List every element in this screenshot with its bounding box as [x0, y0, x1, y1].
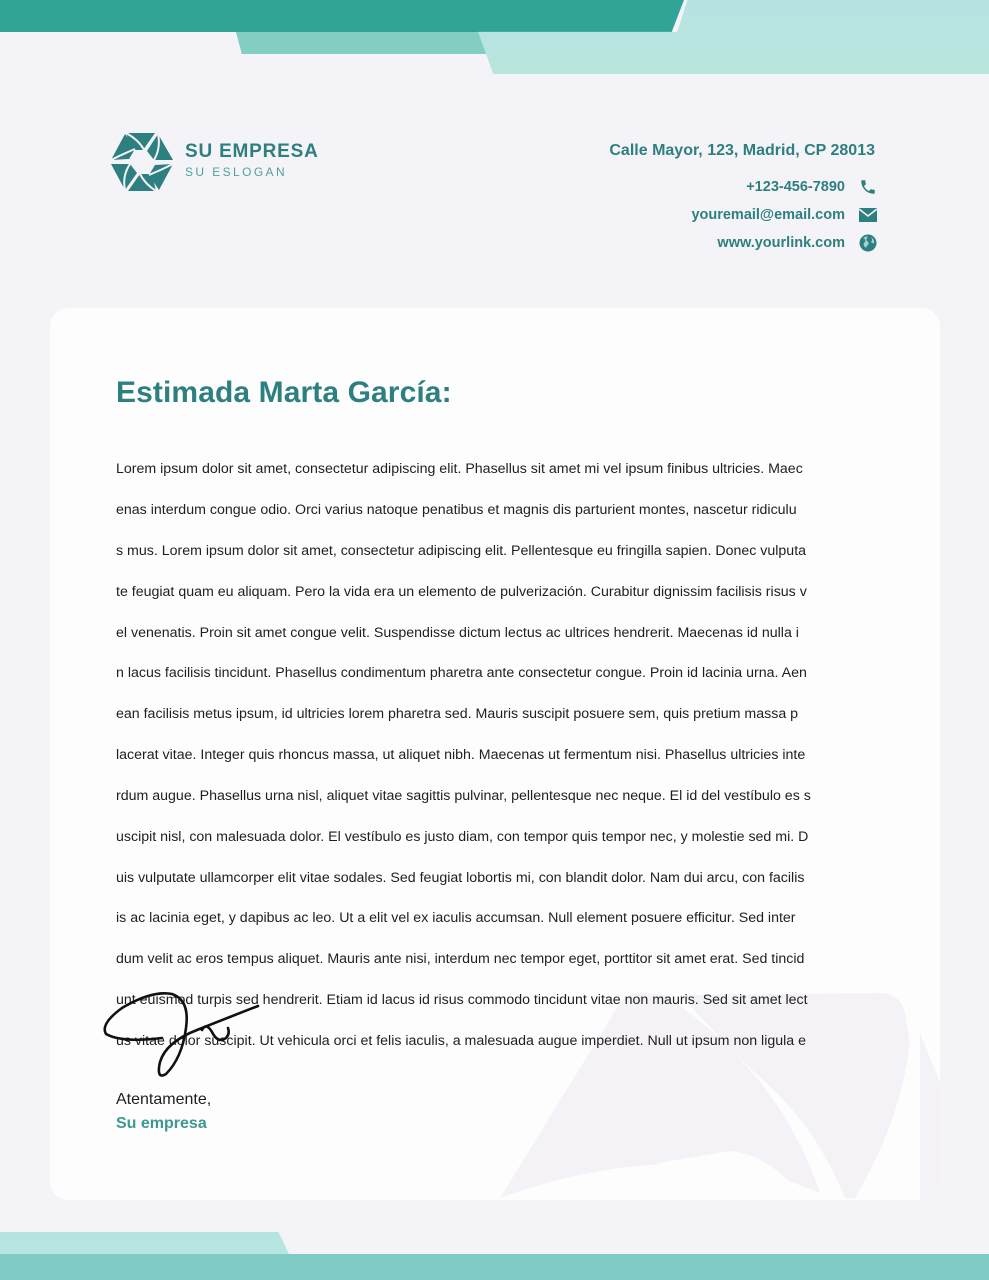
salutation: Estimada Marta García: [116, 376, 452, 409]
handwritten-signature [102, 988, 262, 1080]
phone-number[interactable]: +123-456-7890 [746, 179, 845, 195]
body-line: is ac lacinia eget, y dapibus ac leo. Ut a elit vel ex iaculis accumsan. Null element posuere efficitur. Sed inter [116, 910, 796, 927]
body-line: el venenatis. Proin sit amet congue velit. Suspendisse dictum lectus ac ultrices hendrerit. Maecenas id nulla i [116, 624, 799, 641]
bottom-light-band [0, 1232, 290, 1256]
bottom-dark-band [0, 1254, 989, 1280]
top-mid-band [236, 32, 498, 54]
body-line: ean facilisis metus ipsum, id ultricies lorem pharetra sed. Mauris suscipit posuere sem, quis pretium massa p [116, 706, 799, 723]
body-line: unt euismod turpis sed hendrerit. Etiam id lacus id risus commodo tincidunt vitae non mauris. Sed sit amet lect [116, 991, 808, 1008]
body-line: Lorem ipsum dolor sit amet, consectetur adipiscing elit. Phasellus sit amet mi vel ipsum finibus ultricies. Maec [116, 461, 803, 478]
body-line: rdum augue. Phasellus urna nisl, aliquet vitae sagittis pulvinar, pellentesque nec neque. El id del vestíbulo es s [116, 787, 811, 804]
email-address[interactable]: youremail@email.com [691, 207, 845, 223]
body-line: uis vulputate ullamcorper elit vitae sodales. Sed feugiat lobortis mi, con blandit dolor. Nam dui arcu, con facilis [116, 869, 805, 886]
contact-website [609, 229, 875, 257]
closing-text: Atentamente, [116, 1091, 212, 1108]
body-line: n lacus facilisis tincidunt. Phasellus condimentum pharetra ante consectetur congue. Proin id lacinia urna. Aen [116, 665, 807, 682]
body-line: dum velit ac eros tempus aliquet. Mauris ante nisi, interdum nec tempor eget, porttitor sit amet erat. Sed tincid [116, 951, 805, 968]
hexagon-shutter-logo-icon [109, 130, 175, 194]
letter-card [50, 308, 940, 1200]
contact-email [609, 201, 875, 229]
top-dark-band [0, 0, 684, 32]
company-name: SU EMPRESA [185, 141, 319, 162]
website-link[interactable]: www.yourlink.com [717, 235, 845, 251]
contact-phone [609, 173, 875, 201]
phone-icon [859, 178, 877, 196]
letter-body [116, 439, 876, 1072]
body-line: lacerat vitae. Integer quis rhoncus massa, ut aliquet nibh. Maecenas ut fermentum nisi. Phasellus ultricies inte [116, 747, 806, 764]
body-line: us vitae dolor suscipit. Ut vehicula orci et felis iaculis, a malesuada augue imperdiet. Null ut ipsum non ligula e [116, 1032, 807, 1049]
envelope-icon [859, 206, 877, 224]
company-logo [109, 130, 319, 194]
company-address: Calle Mayor, 123, Madrid, CP 28013 [609, 142, 875, 159]
company-slogan: SU ESLOGAN [185, 165, 288, 179]
sender-name: Su empresa [116, 1115, 207, 1132]
globe-icon [859, 234, 877, 252]
body-line: uscipit nisl, con malesuada dolor. El vestíbulo es justo diam, con tempor quis tempor nec, y molestie sed mi. D [116, 828, 809, 845]
body-line: te feugiat quam eu aliquam. Pero la vida era un elemento de pulverización. Curabitur dignissim facilisis risus v [116, 583, 807, 600]
body-line: enas interdum congue odio. Orci varius natoque penatibus et magnis dis parturient montes, nascetur ridiculu [116, 502, 797, 519]
body-line: s mus. Lorem ipsum dolor sit amet, consectetur adipiscing elit. Pellentesque eu fringilla sapien. Donec vulputa [116, 543, 807, 560]
contact-block [609, 141, 875, 257]
